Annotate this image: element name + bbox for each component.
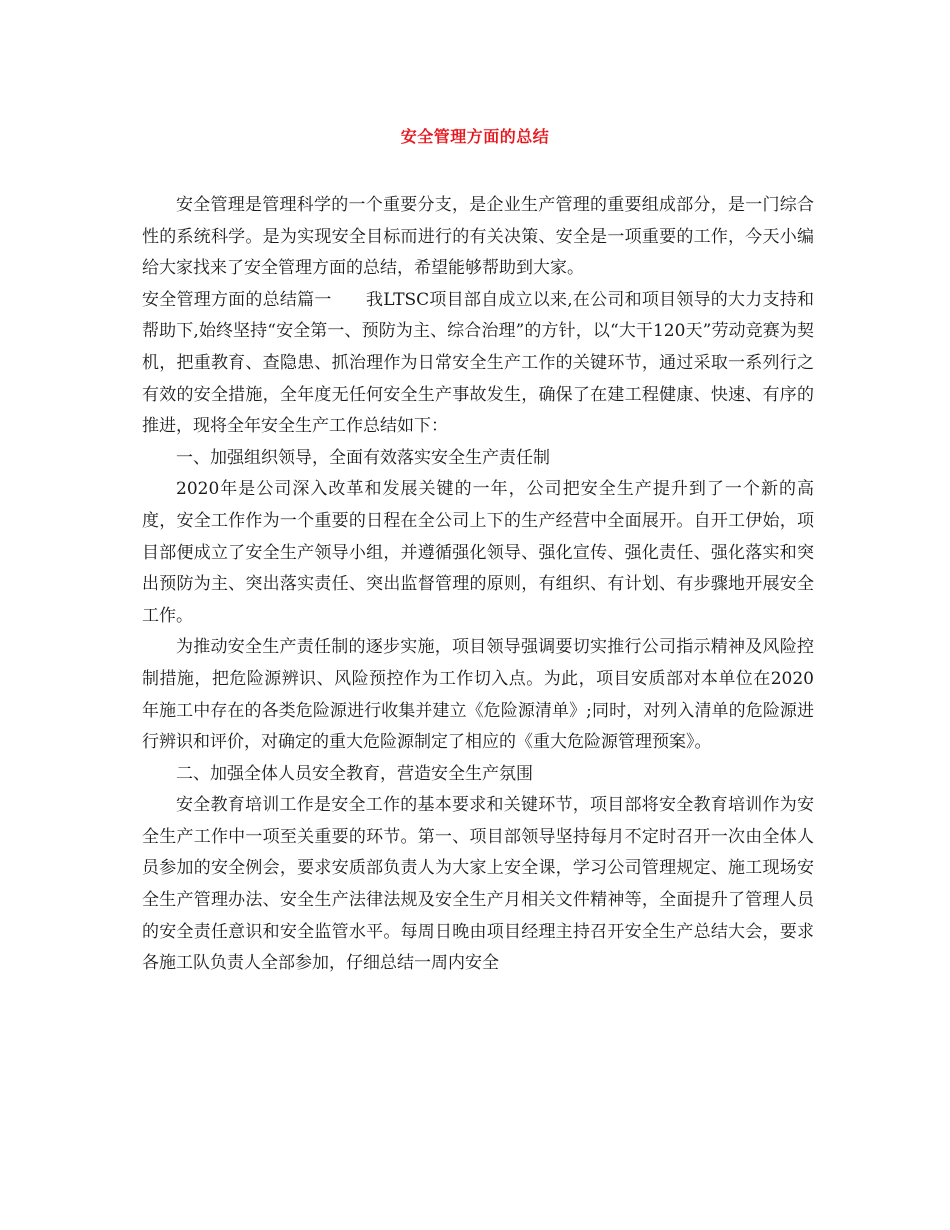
- heading-two: 二、加强全体人员安全教育，营造安全生产氛围: [176, 763, 533, 784]
- heading-one: 一、加强组织领导，全面有效落实安全生产责任制: [176, 447, 550, 468]
- paragraph: 安全教育培训工作是安全工作的基本要求和关键环节，项目部将安全教育培训作为安全生产工作中一项至关重要的环节。第一、项目部领导坚持每月不定时召开一次由全体人员参加的安全例会，要求安质部负责人为大家上安全课，学习公司管理规定、施工现场安全生产管理办法、安全生产法律法规及安全生产月相关文件精神等，全面提升了管理人员的安全责任意识和安全监管水平。每周日晚由项目经理主持召开安全生产总结大会，要求各施工队负责人全部参加，仔细总结一周内安全: [142, 795, 814, 974]
- paragraph: 为推动安全生产责任制的逐步实施，项目领导强调要切实推行公司指示精神及风险控制措施，把危险源辨识、风险预控作为工作切入点。为此，项目安质部对本单位在2020年施工中存在的各类危险源进行收集并建立《危险源清单》;同时，对列入清单的危险源进行辨识和评价，对确定的重大危险源制定了相应的《重大危险源管理预案》。: [142, 637, 814, 753]
- document-title: 安全管理方面的总结: [400, 127, 550, 146]
- document-body: [142, 190, 814, 980]
- paragraph-section-one: 安全管理方面的总结篇一 我LTSC项目部自成立以来,在公司和项目领导的大力支持和帮助下,始终坚持“安全第一、预防为主、综合治理”的方针，以“大干120天”劳动竞赛为契机，把重教育、查隐患、抓治理作为日常安全生产工作的关键环节，通过采取一系列行之有效的安全措施，全年度无任何安全生产事故发生，确保了在建工程健康、快速、有序的推进，现将全年安全生产工作总结如下：: [142, 289, 814, 437]
- paragraph-intro: 安全管理是管理科学的一个重要分支，是企业生产管理的重要组成部分，是一门综合性的系统科学。是为实现安全目标而进行的有关决策、安全是一项重要的工作，今天小编给大家找来了安全管理方面的总结，希望能够帮助到大家。: [142, 195, 814, 279]
- paragraph: 2020年是公司深入改革和发展关键的一年，公司把安全生产提升到了一个新的高度，安全工作作为一个重要的日程在全公司上下的生产经营中全面展开。自开工伊始，项目部便成立了安全生产领导小组，并遵循强化领导、强化宣传、强化责任、强化落实和突出预防为主、突出落实责任、突出监督管理的原则，有组织、有计划、有步骤地开展安全工作。: [142, 479, 814, 626]
